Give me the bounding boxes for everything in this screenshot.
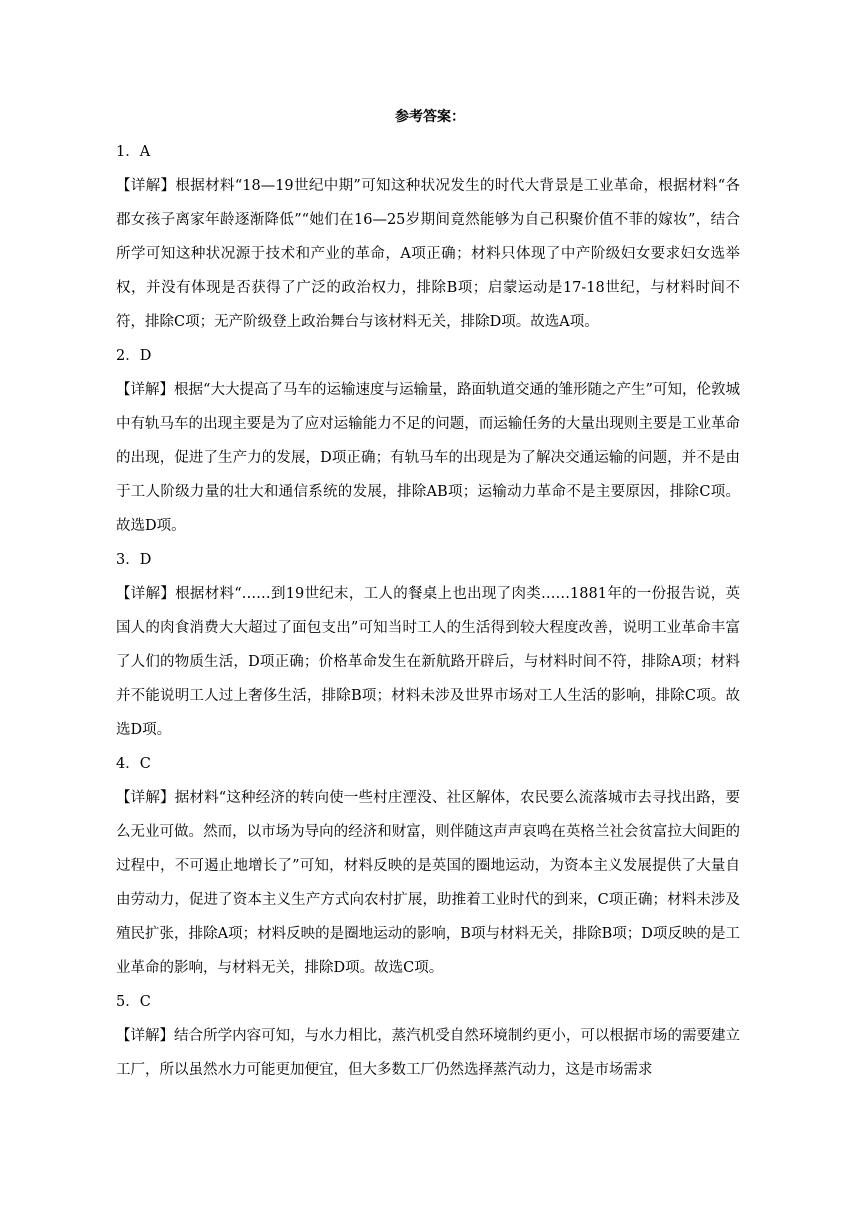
answer-explanation: 【详解】根据材料“18—19世纪中期”可知这种状况发生的时代大背景是工业革命，根据材料“各郡女孩子离家年龄逐渐降低”“她们在16—25岁期间竟然能够为自己积聚价值不菲的嫁妆”，结合所学可知这种状况源于技术和产业的革命，A项正确；材料只体现了中产阶级妇女要求妇女选举权，并没有体现是否获得了广泛的政治权力，排除B项；启蒙运动是17-18世纪，与材料时间不符，排除C项；无产阶级登上政治舞台与该材料无关，排除D项。故选A项。	[116, 178, 740, 330]
page-title: 参考答案：	[395, 109, 465, 125]
answer-explanation: 【详解】结合所学内容可知，与水力相比，蒸汽机受自然环境制约更小，可以根据市场的需要建立工厂，所以虽然水力可能更加便宜，但大多数工厂仍然选择蒸汽动力，这是市场需求	[116, 1028, 740, 1078]
answer-number: 1．A	[116, 144, 151, 160]
answer-list	[116, 135, 740, 1087]
answer-number: 4．C	[116, 756, 151, 772]
answer-number: 5．C	[116, 994, 151, 1010]
answer-number: 2．D	[116, 348, 152, 364]
answer-explanation: 【详解】根据“大大提高了马车的运输速度与运输量，路面轨道交通的雏形随之产生”可知，伦敦城中有轨马车的出现主要是为了应对运输能力不足的问题，而运输任务的大量出现则主要是工业革命的出现，促进了生产力的发展，D项正确；有轨马车的出现是为了解决交通运输的问题，并不是由于工人阶级力量的壮大和通信系统的发展，排除AB项；运输动力革命不是主要原因，排除C项。故选D项。	[116, 382, 740, 534]
answer-number: 3．D	[116, 552, 152, 568]
answer-explanation: 【详解】根据材料“……到19世纪末，工人的餐桌上也出现了肉类……1881年的一份报告说，英国人的肉食消费大大超过了面包支出”可知当时工人的生活得到较大程度改善，说明工业革命丰富了人们的物质生活，D项正确；价格革命发生在新航路开辟后，与材料时间不符，排除A项；材料并不能说明工人过上奢侈生活，排除B项；材料未涉及世界市场对工人生活的影响，排除C项。故选D项。	[116, 586, 740, 738]
answer-explanation: 【详解】据材料“这种经济的转向使一些村庄湮没、社区解体，农民要么流落城市去寻找出路，要么无业可做。然而，以市场为导向的经济和财富，则伴随这声声哀鸣在英格兰社会贫富拉大间距的过程中，不可遏止地增长了”可知，材料反映的是英国的圈地运动，为资本主义发展提供了大量自由劳动力，促进了资本主义生产方式向农村扩展，助推着工业时代的到来，C项正确；材料未涉及殖民扩张，排除A项；材料反映的是圈地运动的影响，B项与材料无关，排除B项；D项反映的是工业革命的影响，与材料无关，排除D项。故选C项。	[116, 790, 740, 976]
